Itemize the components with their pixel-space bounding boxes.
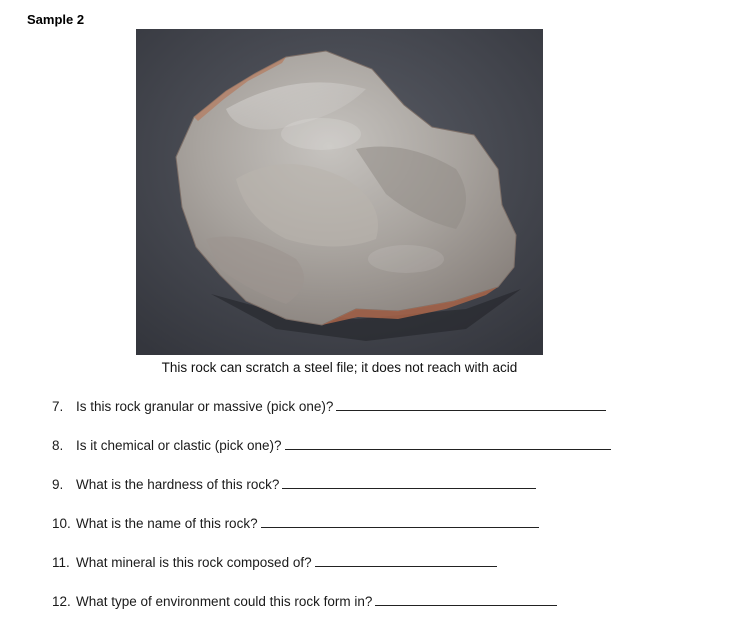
question-number: 12.: [52, 594, 71, 609]
answer-line[interactable]: [315, 565, 497, 567]
question-12: [52, 594, 557, 609]
image-caption: This rock can scratch a steel file; it does not reach with acid: [161, 360, 518, 375]
question-number: 7.: [52, 399, 64, 414]
rock-specimen-photo: [136, 29, 543, 355]
answer-line[interactable]: [285, 448, 611, 450]
sample-heading: Sample 2: [27, 12, 85, 27]
question-number: 11.: [52, 555, 70, 570]
question-text: What type of environment could this rock form in?: [76, 594, 373, 609]
question-text: What is the hardness of this rock?: [76, 477, 280, 492]
answer-line[interactable]: [261, 526, 539, 528]
question-10: [52, 516, 539, 531]
answer-line[interactable]: [282, 487, 536, 489]
question-number: 8.: [52, 438, 64, 453]
answer-line[interactable]: [375, 604, 557, 606]
question-7: [52, 399, 606, 414]
question-text: What mineral is this rock composed of?: [76, 555, 312, 570]
question-8: [52, 438, 611, 453]
question-9: [52, 477, 536, 492]
question-number: 9.: [52, 477, 64, 492]
question-text: Is this rock granular or massive (pick one)?: [76, 399, 334, 414]
question-number: 10.: [52, 516, 71, 531]
answer-line[interactable]: [336, 409, 606, 411]
question-text: Is it chemical or clastic (pick one)?: [76, 438, 282, 453]
question-11: [52, 555, 497, 570]
question-text: What is the name of this rock?: [76, 516, 258, 531]
